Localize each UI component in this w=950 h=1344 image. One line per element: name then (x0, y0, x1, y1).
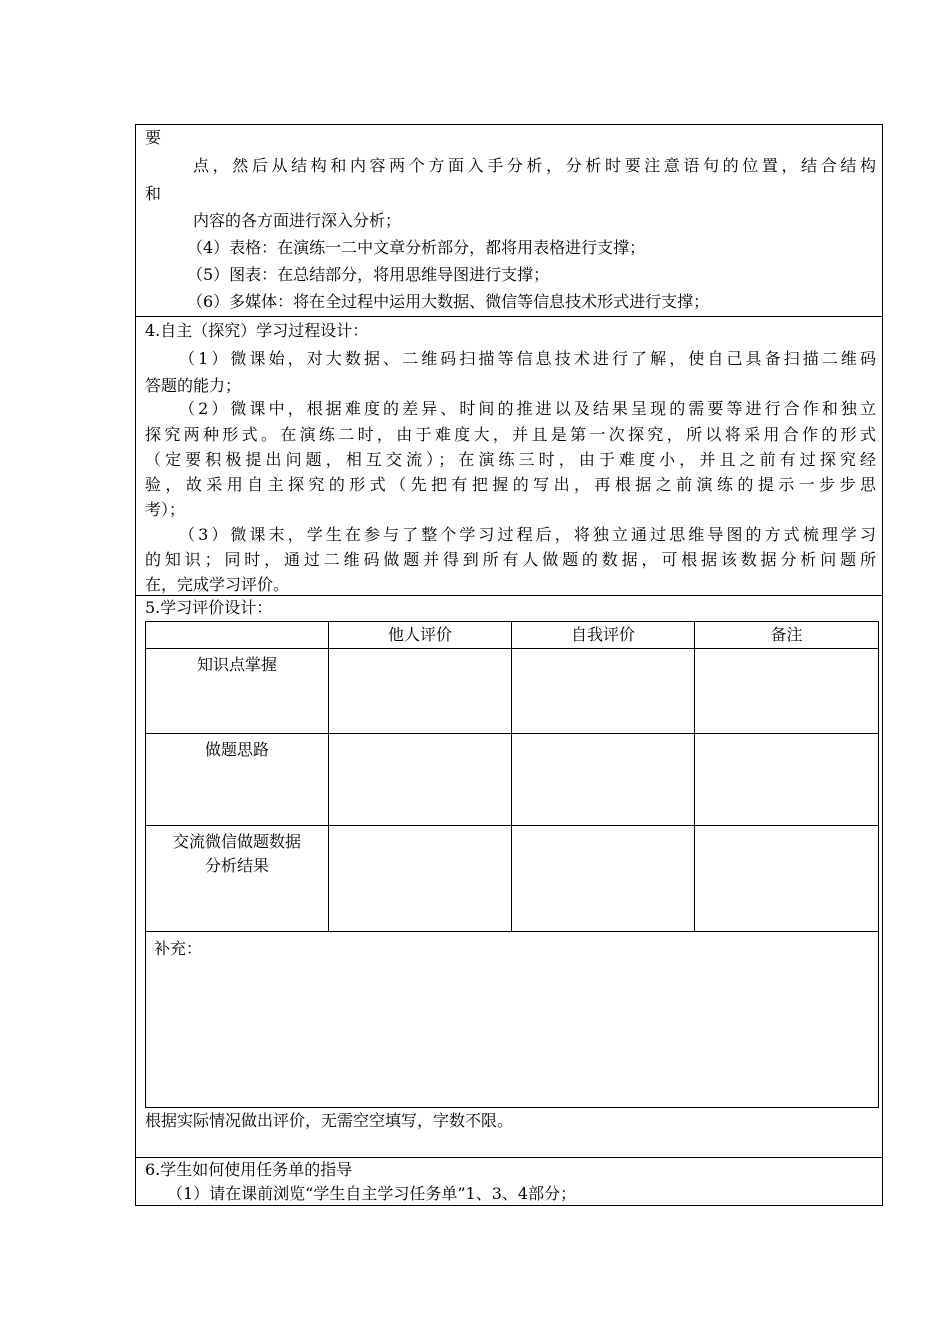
row-label-line: 交流微信做题数据 (172, 832, 301, 851)
document-frame (135, 124, 883, 1206)
table-header-cell: 备注 (695, 622, 879, 649)
table-row (146, 734, 879, 826)
section3-line5: （4）表格：在演练一二中文章分析部分，都将用表格进行支撑； (187, 238, 646, 257)
table-row (146, 649, 879, 734)
table-cell[interactable] (329, 649, 512, 734)
section3-line3: 和 (145, 184, 162, 203)
table-cell[interactable] (695, 734, 879, 826)
row-label (146, 734, 329, 826)
section3-line1: 要 (145, 128, 162, 147)
section4-title: 4.自主（探究）学习过程设计： (145, 321, 369, 340)
section4-p3-line1: （3）微课末，学生在参与了整个学习过程后，将独立通过思维导图的方式梳理学习 (179, 525, 876, 544)
supplement-cell[interactable] (146, 932, 879, 1108)
row-label (146, 826, 329, 932)
row-label (146, 649, 329, 734)
table-cell[interactable] (512, 649, 695, 734)
section4-p2-line4: 验，故采用自主探究的形式（先把有把握的写出，再根据之前演练的提示一步步思 (145, 475, 876, 494)
table-header-row (146, 622, 879, 649)
table-cell[interactable] (695, 649, 879, 734)
table-cell[interactable] (329, 826, 512, 932)
row-label-line: 做题思路 (204, 740, 269, 759)
row-label-line: 分析结果 (204, 856, 269, 875)
section4-p1-line2: 答题的能力； (145, 376, 242, 395)
section-divider (136, 595, 882, 596)
section5-note: 根据实际情况做出评价，无需空空填写，字数不限。 (145, 1111, 514, 1130)
table-cell[interactable] (329, 734, 512, 826)
supplement-label: 补充： (154, 939, 203, 958)
evaluation-table (145, 621, 879, 1108)
section5-title: 5.学习评价设计： (145, 598, 273, 617)
table-row (146, 826, 879, 932)
section-divider (136, 316, 882, 317)
row-label-line: 知识点掌握 (196, 655, 277, 674)
section6-title: 6.学生如何使用任务单的指导 (145, 1160, 353, 1179)
section-divider (136, 1157, 882, 1158)
section4-p2-line2: 探究两种形式。在演练二时，由于难度大，并且是第一次探究，所以将采用合作的形式 (145, 425, 876, 444)
section4-p1-line1: （1）微课始，对大数据、二维码扫描等信息技术进行了解，使自己具备扫描二维码 (179, 349, 876, 368)
section4-p2-line3: （定要积极提出问题，相互交流）；在演练三时，由于难度小，并且之前有过探究经 (145, 450, 876, 469)
section4-p3-line3: 在，完成学习评价。 (145, 575, 290, 594)
section4-p3-line2: 的知识；同时，通过二维码做题并得到所有人做题的数据，可根据该数据分析问题所 (145, 550, 876, 569)
table-header-cell (146, 622, 329, 649)
table-cell[interactable] (512, 734, 695, 826)
section3-line2: 点，然后从结构和内容两个方面入手分析，分析时要注意语句的位置，结合结构 (193, 156, 876, 175)
table-header-cell: 自我评价 (512, 622, 695, 649)
section4-p2-line1: （2）微课中，根据难度的差异、时间的推进以及结果呈现的需要等进行合作和独立 (179, 399, 876, 418)
table-cell[interactable] (512, 826, 695, 932)
table-header-cell: 他人评价 (329, 622, 512, 649)
section3-line6: （5）图表：在总结部分，将用思维导图进行支撑； (187, 265, 550, 284)
section3-line7: （6）多媒体：将在全过程中运用大数据、微信等信息技术形式进行支撑； (187, 292, 710, 311)
table-cell[interactable] (695, 826, 879, 932)
supplement-row (146, 932, 879, 1108)
section6-line1: （1）请在课前浏览“学生自主学习任务单”1、3、4部分； (167, 1184, 577, 1203)
section4-p2-line5: 考）； (145, 500, 186, 519)
section3-line4: 内容的各方面进行深入分析； (193, 211, 402, 230)
